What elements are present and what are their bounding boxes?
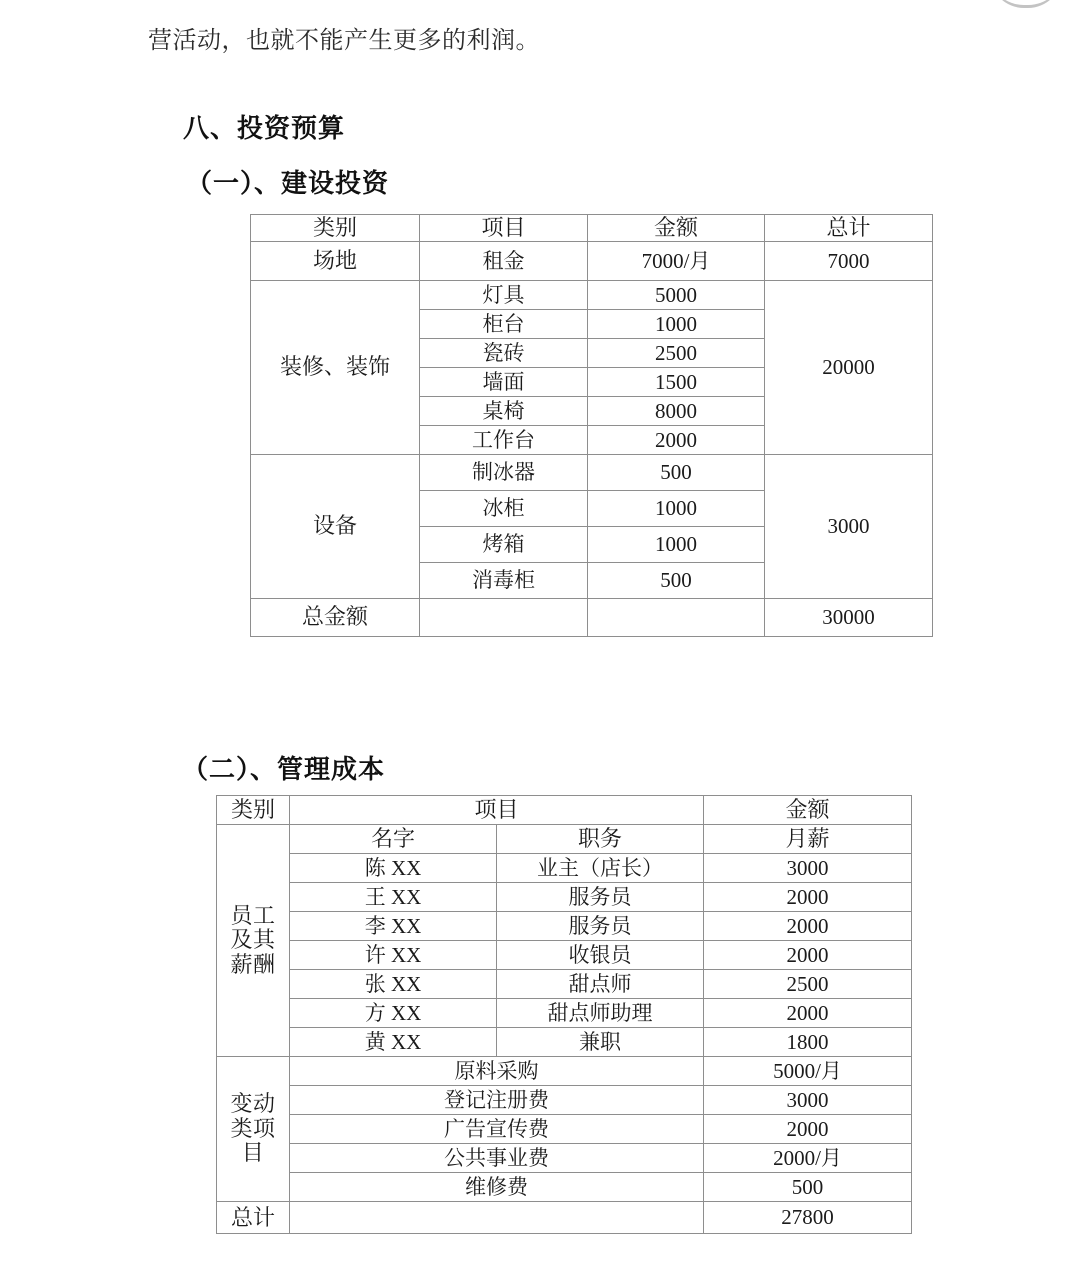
staff-name-cell: 李 XX: [290, 912, 497, 941]
table-row: [217, 1144, 912, 1173]
staff-name-cell: 张 XX: [290, 970, 497, 999]
category-line: 目: [241, 1140, 265, 1166]
table-row: [217, 883, 912, 912]
table-row: [217, 1086, 912, 1115]
table-header-row: [251, 215, 933, 242]
amount-cell: 1500: [588, 367, 765, 396]
staff-amount-cell: 2500: [704, 970, 912, 999]
table-row: [251, 280, 933, 309]
management-cost-table: [216, 795, 912, 1234]
item-cell: 工作台: [420, 425, 588, 454]
table-row: [251, 241, 933, 280]
footer-item: [290, 1202, 704, 1234]
category-line: 变动: [230, 1091, 276, 1117]
item-cell: 柜台: [420, 309, 588, 338]
variable-item-cell: 维修费: [290, 1173, 704, 1202]
staff-role-cell: 服务员: [497, 912, 704, 941]
variable-item-cell: 广告宣传费: [290, 1115, 704, 1144]
table-subheader-row: [217, 825, 912, 854]
category-cell-staff: [217, 825, 290, 1057]
subheader-name: 名字: [290, 825, 497, 854]
header-category: 类别: [217, 796, 290, 825]
staff-name-cell: 王 XX: [290, 883, 497, 912]
category-line: 类项: [230, 1115, 276, 1141]
table-row: [217, 854, 912, 883]
table-row: [217, 1173, 912, 1202]
variable-item-cell: 登记注册费: [290, 1086, 704, 1115]
header-amount: 金额: [588, 215, 765, 242]
staff-role-cell: 兼职: [497, 1028, 704, 1057]
amount-cell: 2000: [588, 425, 765, 454]
header-total: 总计: [765, 215, 933, 242]
table-row: [217, 941, 912, 970]
item-cell: 消毒柜: [420, 562, 588, 598]
item-cell: 墙面: [420, 367, 588, 396]
amount-cell: 8000: [588, 396, 765, 425]
category-line: 及其: [230, 927, 276, 953]
amount-cell: 1000: [588, 526, 765, 562]
table-row: [217, 999, 912, 1028]
top-right-arc-artifact: [990, 0, 1062, 8]
staff-name-cell: 黄 XX: [290, 1028, 497, 1057]
table-footer-row: [251, 598, 933, 636]
variable-item-cell: 原料采购: [290, 1057, 704, 1086]
section-heading: 八、投资预算: [183, 113, 346, 143]
staff-name-cell: 方 XX: [290, 999, 497, 1028]
staff-role-cell: 甜点师助理: [497, 999, 704, 1028]
amount-cell: 2500: [588, 338, 765, 367]
variable-amount-cell: 5000/月: [704, 1057, 912, 1086]
staff-amount-cell: 3000: [704, 854, 912, 883]
footer-label: 总金额: [251, 598, 420, 636]
amount-cell: 500: [588, 562, 765, 598]
category-cell: 装修、装饰: [251, 280, 420, 454]
body-paragraph: 营活动，也就不能产生更多的利润。: [148, 28, 540, 54]
table-footer-row: [217, 1202, 912, 1234]
footer-amount: 27800: [704, 1202, 912, 1234]
staff-amount-cell: 2000: [704, 912, 912, 941]
staff-name-cell: 许 XX: [290, 941, 497, 970]
header-amount: 金额: [704, 796, 912, 825]
staff-role-cell: 业主（店长）: [497, 854, 704, 883]
item-cell: 烤箱: [420, 526, 588, 562]
variable-amount-cell: 2000: [704, 1115, 912, 1144]
item-cell: 瓷砖: [420, 338, 588, 367]
amount-cell: 7000/月: [588, 241, 765, 280]
total-cell: 20000: [765, 280, 933, 454]
staff-name-cell: 陈 XX: [290, 854, 497, 883]
amount-cell: 1000: [588, 490, 765, 526]
item-cell: 租金: [420, 241, 588, 280]
footer-total: 30000: [765, 598, 933, 636]
staff-amount-cell: 2000: [704, 941, 912, 970]
item-cell: 灯具: [420, 280, 588, 309]
footer-item: [420, 598, 588, 636]
amount-cell: 5000: [588, 280, 765, 309]
subsection-heading-construction: （一）、建设投资: [186, 168, 390, 198]
table-row: [251, 454, 933, 490]
item-cell: 冰柜: [420, 490, 588, 526]
header-category: 类别: [251, 215, 420, 242]
footer-amount: [588, 598, 765, 636]
table-header-row: [217, 796, 912, 825]
subheader-role: 职务: [497, 825, 704, 854]
subsection-heading-management: （二）、管理成本: [182, 754, 386, 784]
table-row: [217, 912, 912, 941]
staff-role-cell: 收银员: [497, 941, 704, 970]
category-cell: 设备: [251, 454, 420, 598]
table-row: [217, 970, 912, 999]
item-cell: 桌椅: [420, 396, 588, 425]
subheader-salary: 月薪: [704, 825, 912, 854]
category-line: 员工: [230, 902, 276, 928]
variable-amount-cell: 2000/月: [704, 1144, 912, 1173]
footer-label: 总计: [217, 1202, 290, 1234]
variable-item-cell: 公共事业费: [290, 1144, 704, 1173]
header-item: 项目: [290, 796, 704, 825]
staff-role-cell: 甜点师: [497, 970, 704, 999]
amount-cell: 500: [588, 454, 765, 490]
total-cell: 3000: [765, 454, 933, 598]
item-cell: 制冰器: [420, 454, 588, 490]
variable-amount-cell: 500: [704, 1173, 912, 1202]
staff-amount-cell: 2000: [704, 999, 912, 1028]
staff-role-cell: 服务员: [497, 883, 704, 912]
header-item: 项目: [420, 215, 588, 242]
variable-amount-cell: 3000: [704, 1086, 912, 1115]
category-cell: 场地: [251, 241, 420, 280]
category-line: 薪酬: [230, 951, 276, 977]
total-cell: 7000: [765, 241, 933, 280]
staff-amount-cell: 2000: [704, 883, 912, 912]
category-cell-variable: [217, 1057, 290, 1202]
amount-cell: 1000: [588, 309, 765, 338]
staff-amount-cell: 1800: [704, 1028, 912, 1057]
table-row: [217, 1028, 912, 1057]
table-row: [217, 1115, 912, 1144]
table-row: [217, 1057, 912, 1086]
construction-investment-table: [250, 214, 933, 637]
